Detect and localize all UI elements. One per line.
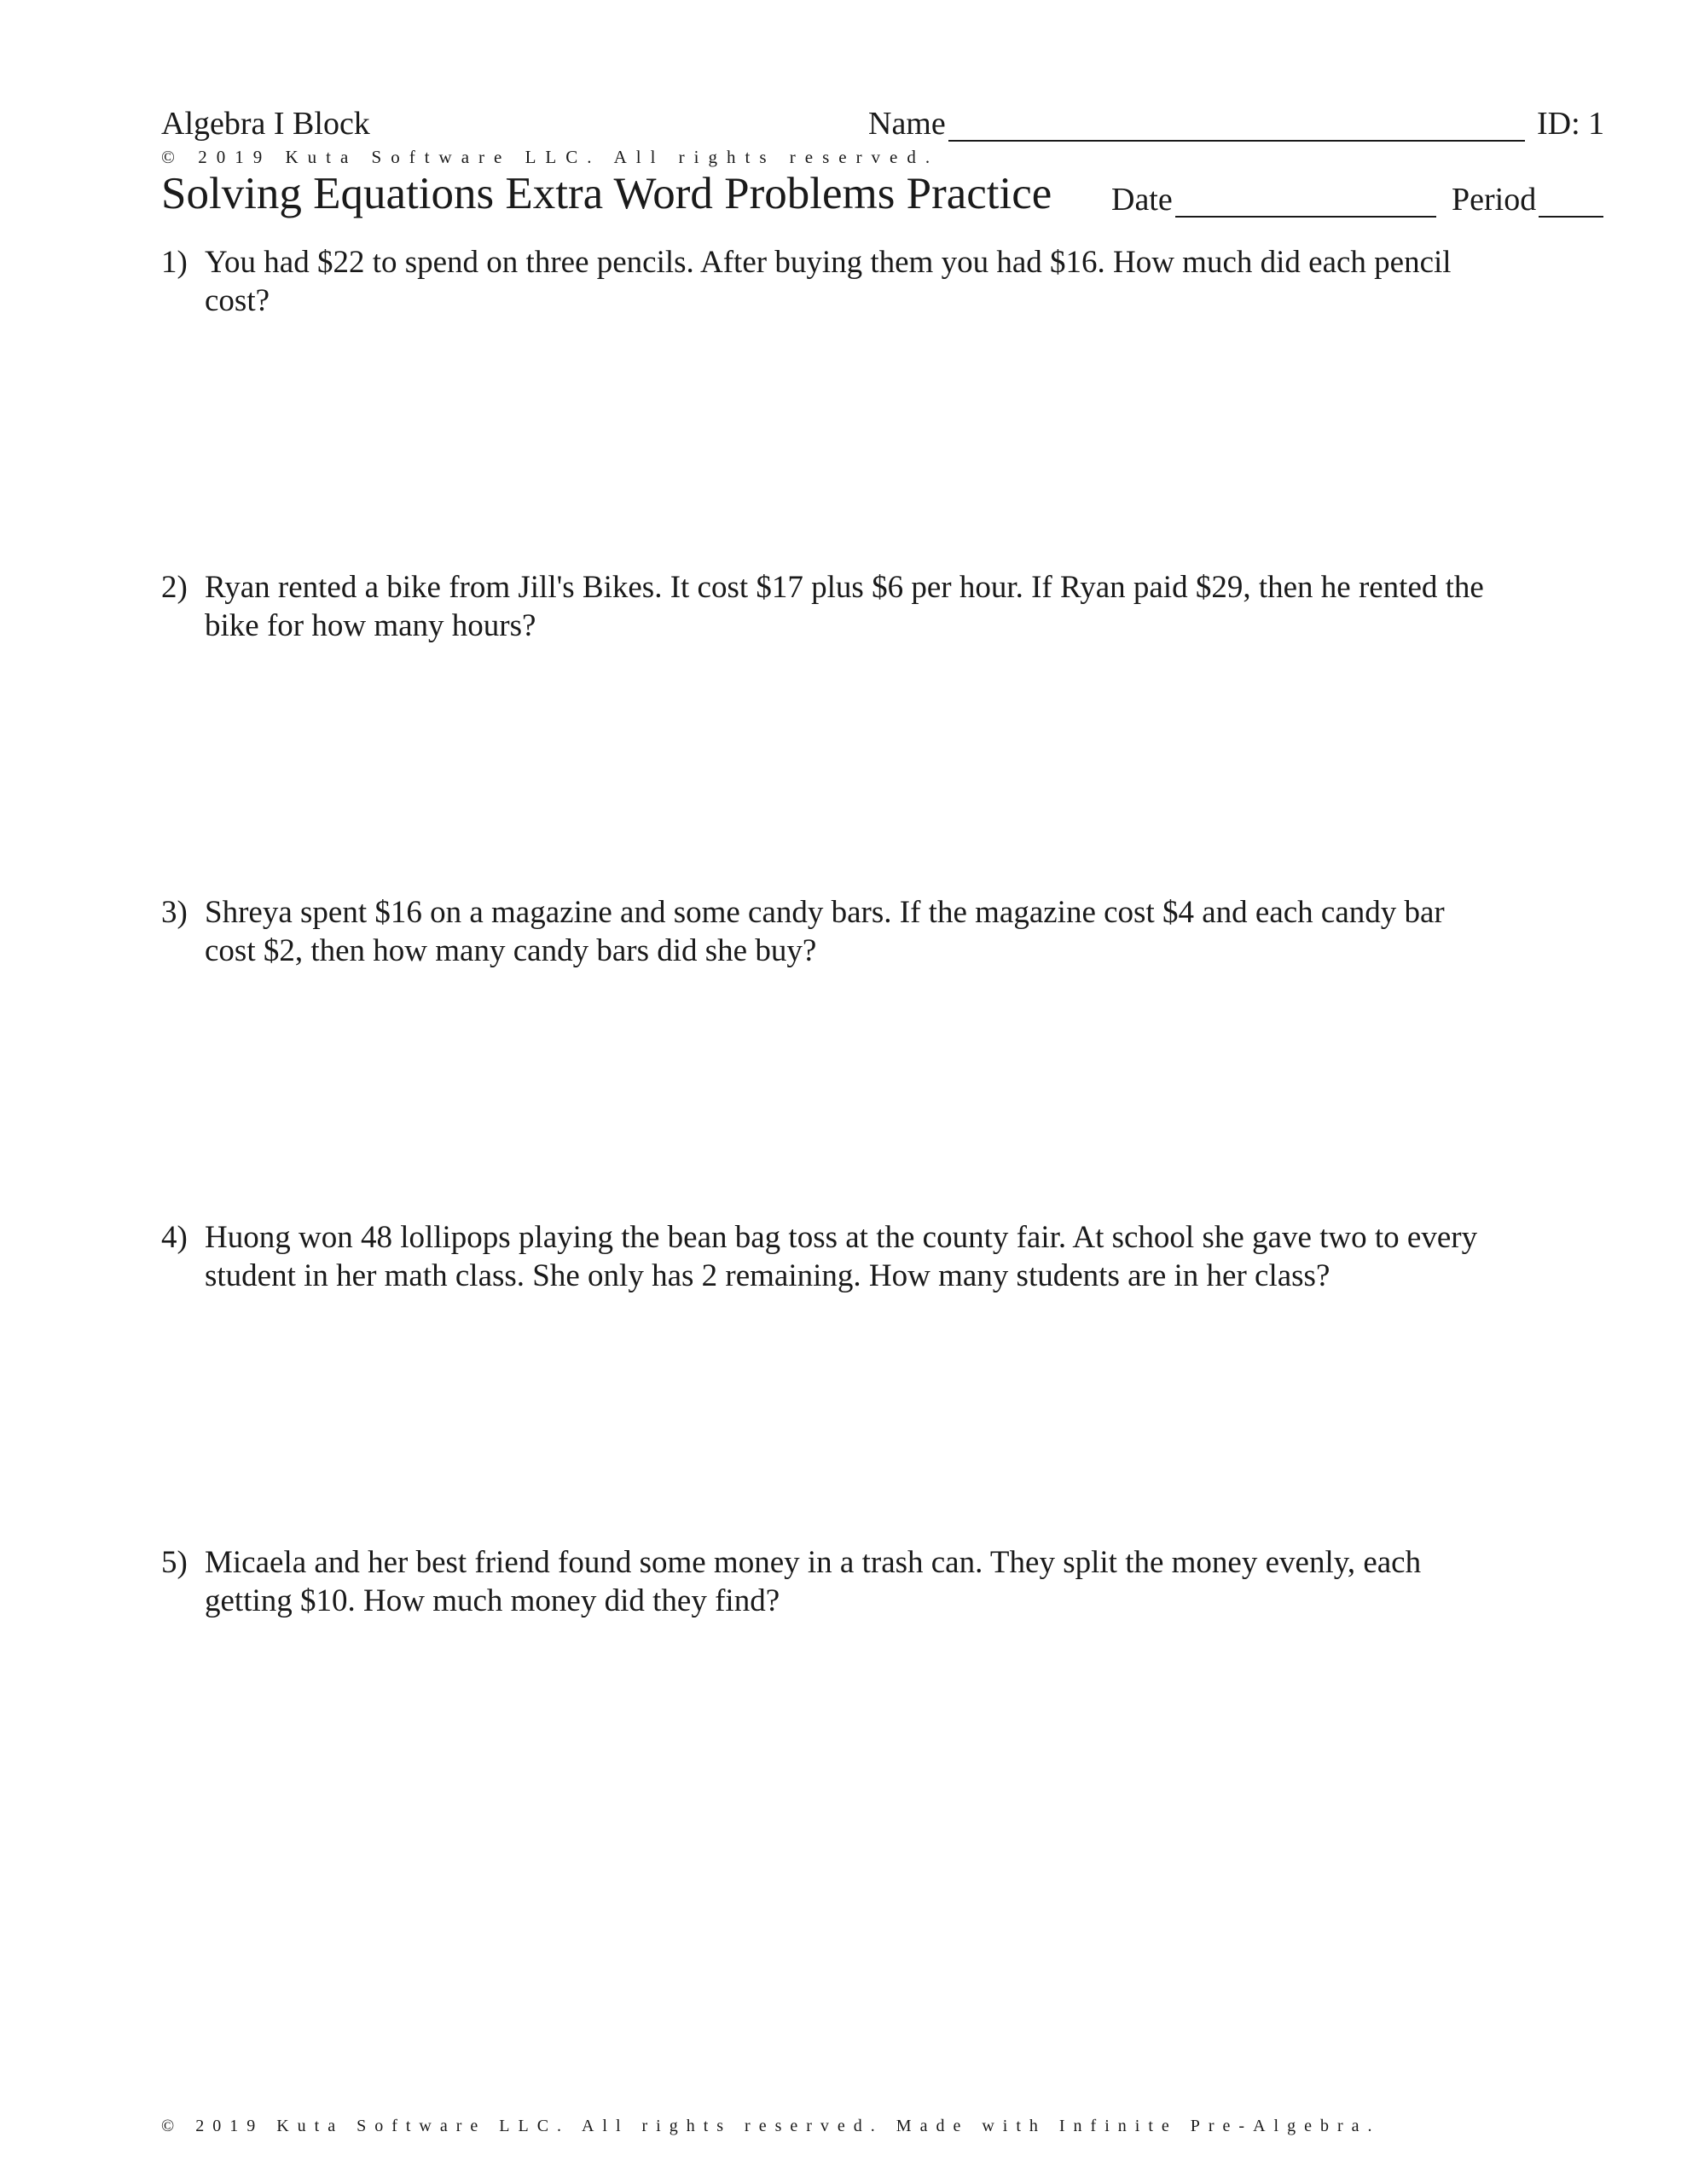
worksheet-id: ID: 1 xyxy=(1537,106,1605,142)
date-blank-line[interactable] xyxy=(1175,216,1436,218)
problem-2 xyxy=(161,568,1492,645)
name-blank-line[interactable] xyxy=(948,140,1525,142)
problem-text: Huong won 48 lollipops playing the bean bag toss at the county fair. At school she gave two to every student in her math class. She only has 2 remaining. How many students are in her class? xyxy=(205,1220,1478,1293)
worksheet-title: Solving Equations Extra Word Problems Practice xyxy=(161,169,1052,218)
name-label: Name xyxy=(868,106,946,142)
problem-4 xyxy=(161,1218,1526,1295)
problem-number: 5) xyxy=(161,1545,188,1580)
problem-text: Shreya spent $16 on a magazine and some candy bars. If the magazine cost $4 and each candy bar cost $2, then how many candy bars did she buy? xyxy=(205,895,1445,968)
problem-text: You had $22 to spend on three pencils. After buying them you had $16. How much did each pencil cost? xyxy=(205,245,1452,318)
problem-5 xyxy=(161,1543,1492,1620)
problem-text: Micaela and her best friend found some money in a trash can. They split the money evenly, each getting $10. How much money did they find? xyxy=(205,1545,1422,1618)
problem-number: 3) xyxy=(161,895,188,930)
problem-3 xyxy=(161,893,1492,970)
problem-number: 4) xyxy=(161,1220,188,1255)
footer-copyright: © 2019 Kuta Software LLC. All rights reserved. Made with Infinite Pre-Algebra. xyxy=(161,2117,1381,2135)
period-blank-line[interactable] xyxy=(1539,216,1603,218)
date-label: Date xyxy=(1111,182,1173,218)
period-label: Period xyxy=(1452,182,1537,218)
problem-1 xyxy=(161,243,1492,320)
class-name: Algebra I Block xyxy=(161,106,370,142)
problem-number: 1) xyxy=(161,245,188,280)
problem-number: 2) xyxy=(161,570,188,605)
problem-text: Ryan rented a bike from Jill's Bikes. It cost $17 plus $6 per hour. If Ryan paid $29, then he rented the bike for how many hours? xyxy=(205,570,1484,643)
header-copyright: © 2019 Kuta Software LLC. All rights reserved. xyxy=(161,147,940,167)
